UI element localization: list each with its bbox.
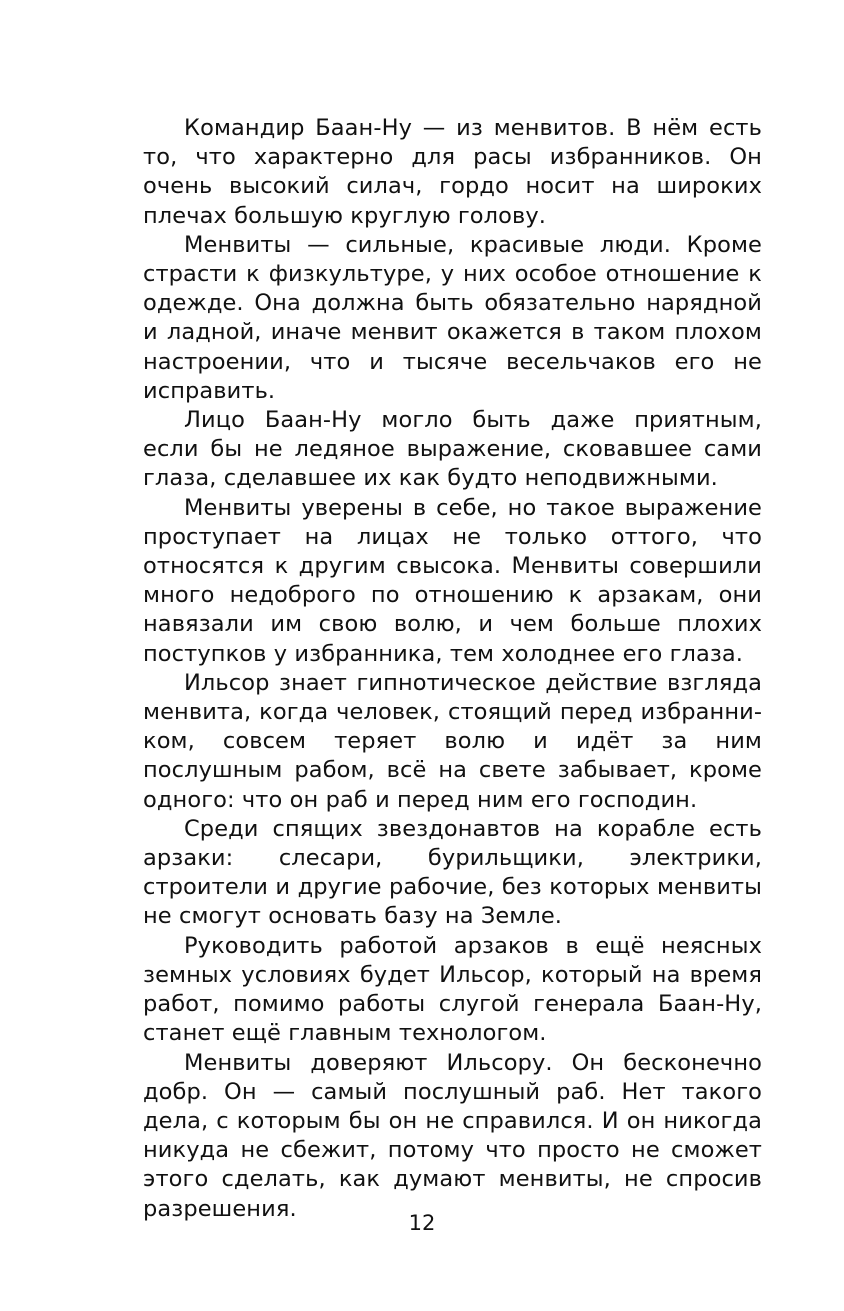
page-number: 12 <box>408 1211 436 1235</box>
paragraph-7: Руководить работой арзаков в ещё неясных земных условиях будет Ильсор, который на время работ, помимо работы слугой генерала Баан-Ну, станет ещё главным технологом. <box>143 932 762 1047</box>
paragraph-4: Менвиты уверены в себе, но такое выражение проступает на лицах не только оттого, что относятся к другим свысока. Менвиты совершили много недоброго по отношению к арзакам, они навязали им свою волю, и чем больше плохих поступков у избранника, тем холоднее его глаза. <box>143 494 762 667</box>
paragraph-8: Менвиты доверяют Ильсору. Он бесконечно добр. Он — самый послушный раб. Нет такого дела, с которым бы он не справился. И он никогда никуда не сбежит, потому что просто не сможет этого сделать, как думают менвиты, не спросив разрешения. <box>143 1049 762 1222</box>
paragraph-1: Командир Баан-Ну — из менвитов. В нём есть то, что характерно для расы избранников. Он очень высокий силач, гордо носит на широких плечах большую круглую голову. <box>143 115 762 229</box>
paragraph-2: Менвиты — сильные, красивые люди. Кроме страсти к физкультуре, у них особое отношение к одежде. Она должна быть обязательно нарядной и ладной, иначе менвит окажется в таком плохом настроении, что и тысяче весельчаков его не исправить. <box>143 231 762 404</box>
paragraph-3: Лицо Баан-Ну могло быть даже приятным, если бы не ледяное выражение, сковавшее сами глаза, сделавшее их как будто неподвижными. <box>143 407 762 492</box>
body-text <box>143 114 762 1224</box>
paragraph-5: Ильсор знает гипнотическое действие взгляда менвита, когда человек, стоящий перед избранником, совсем теряет волю и идёт за ним послушным рабом, всё на свете забывает, кроме одного: что он раб и перед ним его господин. <box>143 669 762 813</box>
paragraph-6: Среди спящих звездонавтов на корабле есть арзаки: слесари, бурильщики, электрики, строители и другие рабочие, без которых менвиты не смогут основать базу на Земле. <box>143 815 762 930</box>
